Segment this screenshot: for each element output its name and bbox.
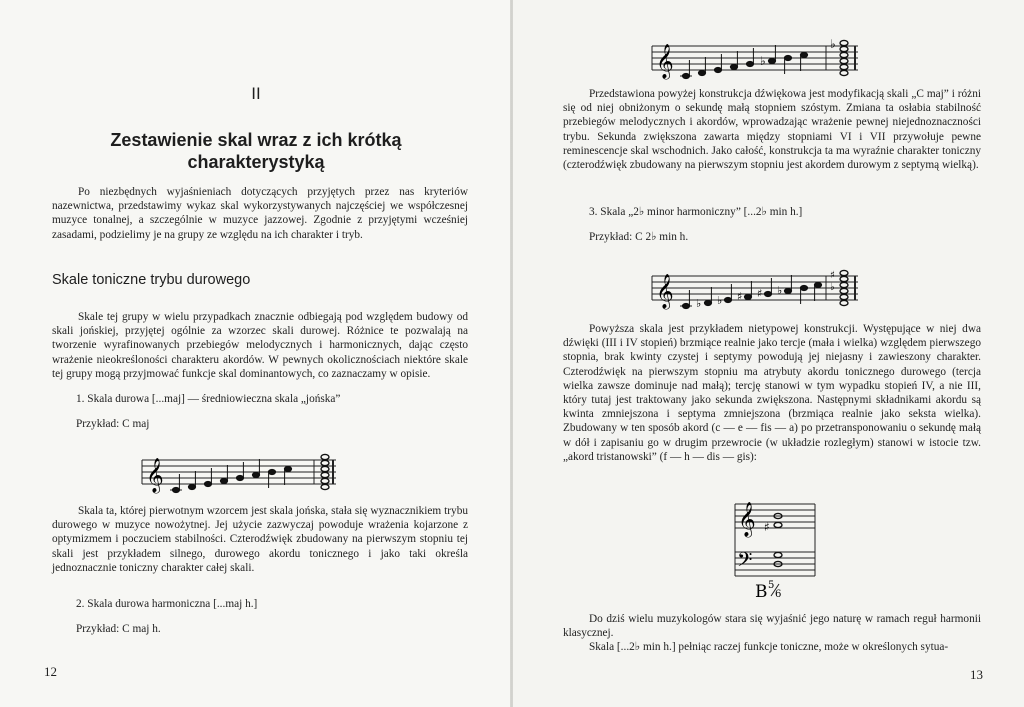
minor-paragraph: Powyższa skala jest przykładem nietypowej konstrukcji. Występujące w niej dwa dźwięki (III i IV stopień) brzmiące realnie jako tercje (mała i wielka) względem pierwszego stopnia, brak kwinty czystej i septymy powodują jej niejasny i zawieszony charakter. Czterodźwięk na pierwszym stopniu ma atrybuty akordu tonicznego durowego (tercja wielka zawsze dominuje nad małą); tercję stanowi w tym wypadku stopień IV, a nie III, który tutaj jest traktowany jako sekunda zwiększona. Następnymi składnikami akordu są kwinta zmniejszona i septyma zmniejszona (brzmiąca realnie jako seksta wielka). Zbudowany w ten sposób akord (c — e — fis — a) po przetransponowaniu o sekundę małą w dół i zapisaniu go w drugim przewrocie (w układzie rozległym) stanowi w istocie tzw. „akord tristanowski” (f — h — dis — gis): bbox=[563, 323, 981, 463]
harmonic-paragraph: Przedstawiona powyżej konstrukcja dźwiękowa jest modyfikacją skali „C maj” i różni się od niej obniżonym o sekundę małą stopniem szóstym. Zmiana ta osłabia stabilność przebiegów melodycznych i akordów, wprowadzając wrażenie pewnej niejednoznaczności trybu. Sekunda zwiększona zawarta między stopniami VI i VII przywołuje pewne reminescencje skal wschodnich. Jako całość, konstrukcja ta ma wyraźnie charakter toniczny (czterodźwięk zbudowany na pierwszym stopniu jest akordem durowym z septymą wielką). bbox=[563, 88, 981, 172]
chord-figure-bottom: 6 bbox=[775, 589, 782, 600]
chord-label: B bbox=[755, 582, 768, 600]
chapter-number: II bbox=[251, 84, 261, 103]
sharp-sign-icon: ♯ bbox=[830, 270, 835, 281]
scale-item-1: 1. Skala durowa [...maj] — średniowieczna skala „jońska” bbox=[76, 393, 341, 405]
sharp-sign-icon: ♯ bbox=[764, 520, 770, 534]
continuing-paragraph: Skala [...2♭ min h.] pełniąc raczej funkcje toniczne, może w określonych sytua- bbox=[589, 641, 949, 653]
treble-clef-icon: 𝄞 bbox=[656, 274, 674, 309]
treble-clef-icon: 𝄞 bbox=[656, 44, 674, 79]
flat-sign-icon: ♭ bbox=[830, 37, 836, 51]
section-paragraph: Skale tej grupy w wielu przypadkach znacznie odbiegają pod względem budowy od skali jońskiej, przyjętej ogólnie za wzorzec skali durowej. Różnice te pozwalają na tworzenie wyrafinowanych przebiegów melodycznych i harmonicznych, dając często wrażenie nieokreśloności charakteru akordów. W pewnych okolicznościach niektóre skale tej grupy mogą przyjmować funkcje skal dominantowych, co zaznaczamy w opisie. bbox=[52, 311, 468, 380]
flat-sign-icon: ♭ bbox=[777, 284, 783, 297]
closing-paragraph: Do dziś wielu muzykologów stara się wyjaśnić jego naturę w ramach reguł harmonii klasycznej. bbox=[563, 613, 981, 640]
page-number-right: 13 bbox=[970, 667, 983, 682]
flat-sign-icon: ♭ bbox=[717, 294, 723, 307]
sharp-sign-icon: ♯ bbox=[737, 290, 743, 303]
scale-item-3: 3. Skala „2♭ minor harmoniczny” [...2♭ min h.] bbox=[589, 206, 803, 218]
staff-2b-minor-harmonic bbox=[650, 264, 870, 310]
bass-clef-icon: 𝄢 bbox=[737, 548, 753, 576]
scale-item-2: 2. Skala durowa harmoniczna [...maj h.] bbox=[76, 598, 258, 610]
example-2: Przykład: C maj h. bbox=[76, 623, 161, 635]
chord-figure-top: 5 bbox=[768, 580, 775, 591]
chapter-title bbox=[40, 129, 472, 173]
flat-sign-icon: ♭ bbox=[760, 54, 766, 68]
intro-paragraph: Po niezbędnych wyjaśnieniach dotyczących przyjętych przez nas kryteriów nazewnictwa, przedstawimy wykaz skal wykorzystywanych najczęściej we współczesnej muzyce tonalnej, a szczególnie w muzyce jazzowej. Zgodnie z przyjętymi wcześniej zasadami, podzielimy je na grupy ze względu na ich charakter i tryb. bbox=[52, 186, 468, 241]
flat-sign-icon: ♭ bbox=[830, 282, 835, 293]
flat-sign-icon: ♭ bbox=[696, 297, 702, 310]
chapter-title-line2: charakterystyką bbox=[187, 152, 325, 172]
right-page bbox=[513, 0, 1024, 707]
example-3: Przykład: C 2♭ min h. bbox=[589, 231, 689, 243]
sharp-sign-icon: ♯ bbox=[757, 287, 763, 300]
tristan-chord-grand-staff bbox=[731, 498, 821, 600]
treble-clef-icon: 𝄞 bbox=[738, 502, 756, 537]
example-1: Przykład: C maj bbox=[76, 418, 150, 430]
treble-clef-icon: 𝄞 bbox=[146, 458, 164, 493]
staff-ionian bbox=[140, 448, 350, 498]
page-number-left: 12 bbox=[44, 664, 57, 679]
staff-harmonic-major bbox=[650, 34, 870, 80]
section-heading: Skale toniczne trybu durowego bbox=[52, 272, 251, 288]
chapter-title-line1: Zestawienie skal wraz z ich krótką bbox=[110, 130, 402, 150]
ionian-paragraph: Skala ta, której pierwotnym wzorcem jest skala jońska, stała się wyznacznikiem trybu durowego w muzyce nowożytnej. Jej użycie zazwyczaj powoduje wrażenia kojarzone z optymizmem i poczuciem stabilności. Czterodźwięk zbudowany na pierwszym stopniu tej skali jest przykładem silnego, durowego akordu tonicznego i jako taki określa jednoznacznie toniczny charakter całej skali. bbox=[52, 505, 468, 574]
